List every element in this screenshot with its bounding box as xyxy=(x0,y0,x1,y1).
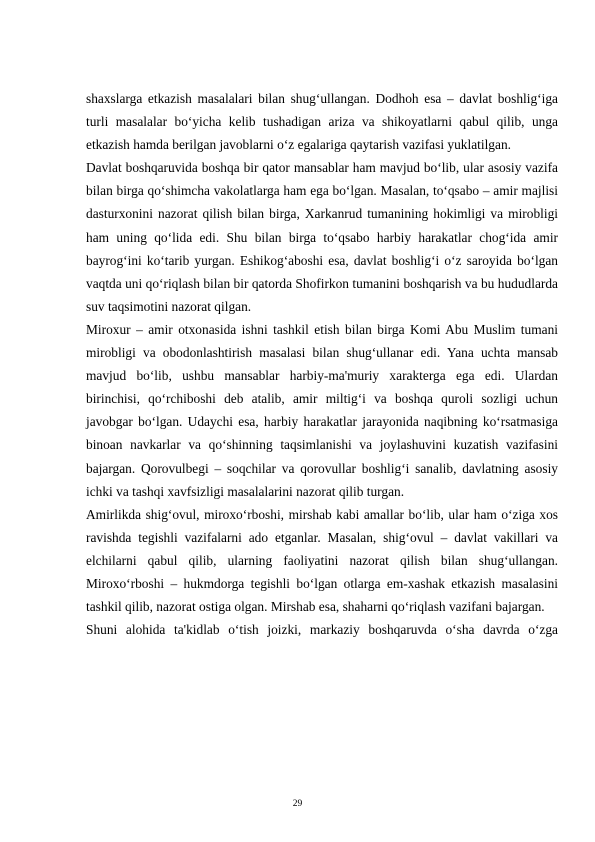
body-text xyxy=(86,87,558,641)
paragraph-3: Miroxur – amir otxonasida ishni tashkil etish bilan birga Komi Abu Muslim tumani mirobligi va obodonlashtirish masalasi bilan shug‘ullanar edi. Yana uchta mansab mavjud bo‘lib, ushbu mansablar harbiy-ma'muriy xarakterga ega edi. Ulardan birinchisi, qo‘rchiboshi deb atalib, amir miltig‘i va boshqa quroli sozligi uchun javobgar bo‘lgan. Udaychi esa, harbiy harakatlar jarayonida naqibning ko‘rsatmasiga binoan navkarlar va qo‘shinning taqsimlanishi va joylashuvini kuzatish vazifasini bajargan. Qorovulbegi – soqchilar va qorovullar boshlig‘i sanalib, davlatning asosiy ichki va tashqi xavfsizligi masalalarini nazorat qilib turgan. xyxy=(86,321,558,499)
paragraph-4: Amirlikda shig‘ovul, miroxo‘rboshi, mirshab kabi amallar bo‘lib, ular ham o‘ziga xos ravishda tegishli vazifalarni ado etganlar. Masalan, shig‘ovul – davlat vakillari va elchilarni qabul qilib, ularning faoliyatini nazorat qilish bilan shug‘ullangan. Miroxo‘rboshi – hukmdorga tegishli bo‘lgan otlarga em-xashak etkazish masalasini tashkil qilib, nazorat ostiga olgan. Mirshab esa, shaharni qo‘riqlash vazifani bajargan. xyxy=(86,506,558,615)
paragraph-2: Davlat boshqaruvida boshqa bir qator mansablar ham mavjud bo‘lib, ular asosiy vazifa bilan birga qo‘shimcha vakolatlarga ham ega bo‘lgan. Masalan, to‘qsabo – amir majlisi dasturxonini nazorat qilish bilan birga, Xarkanrud tumanining hokimligi va mirobligi ham uning qo‘lida edi. Shu bilan birga to‘qsabo harbiy harakatlar chog‘ida amir bayrog‘ini ko‘tarib yurgan. Eshikog‘aboshi esa, davlat boshlig‘i o‘z saroyida bo‘lgan vaqtda uni qo‘riqlash bilan bir qatorda Shofirkon tumanini boshqarish va bu hududlarda suv taqsimotini nazorat qilgan. xyxy=(86,160,558,314)
paragraph-5: Shuni alohida ta'kidlab o‘tish joizki, markaziy boshqaruvda o‘sha davrda o‘zga xyxy=(86,622,558,638)
page-number: 29 xyxy=(292,799,303,809)
paragraph-1: shaxslarga etkazish masalalari bilan shug‘ullangan. Dodhoh esa – davlat boshlig‘iga turli masalalar bo‘yicha kelib tushadigan ariza va shikoyatlarni qabul qilib, unga etkazish hamda berilgan javoblarni o‘z egalariga qaytarish vazifasi yuklatilgan. xyxy=(86,91,558,153)
